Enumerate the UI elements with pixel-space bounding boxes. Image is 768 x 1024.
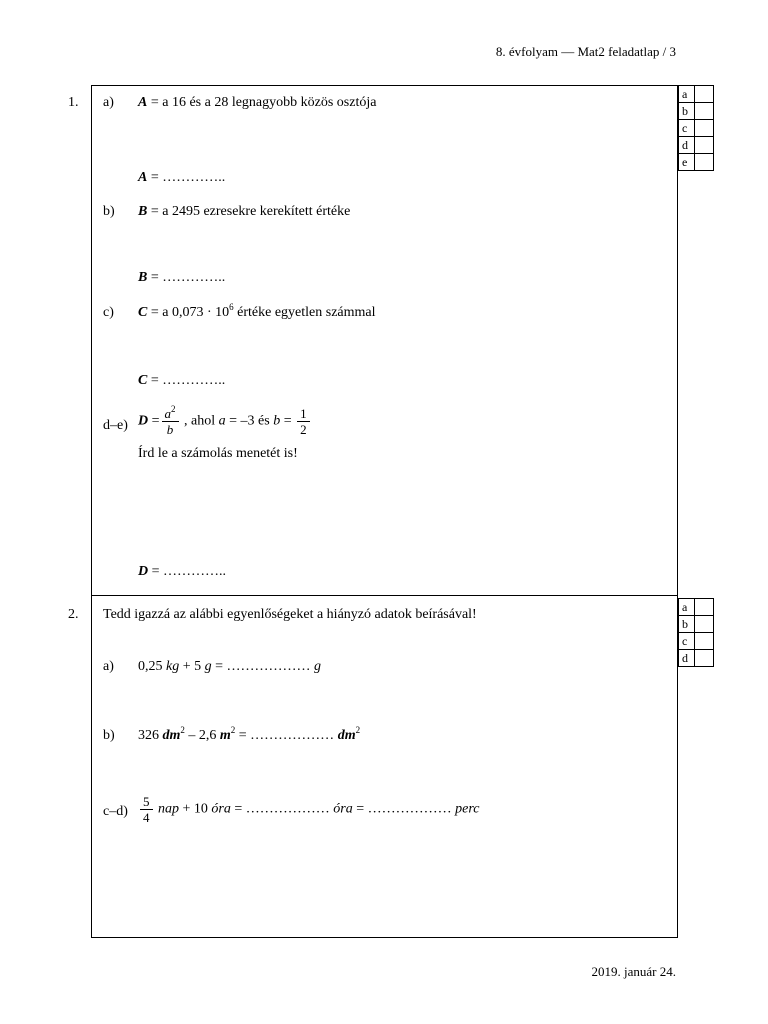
exponent: 2 bbox=[180, 725, 185, 735]
score-cell-d[interactable] bbox=[695, 650, 714, 667]
var-a-answer: A bbox=[138, 170, 148, 185]
var-c: C bbox=[138, 305, 148, 320]
task-2-box bbox=[91, 595, 678, 938]
answer-blank: = ……………… bbox=[230, 801, 334, 817]
var-c-answer: C bbox=[138, 373, 148, 388]
task-1de-answer[interactable] bbox=[138, 564, 226, 580]
score-label-b: b bbox=[679, 616, 695, 633]
answer-blank: = ………….. bbox=[147, 373, 226, 388]
frac-num-exp: 2 bbox=[171, 404, 176, 414]
score-cell-c[interactable] bbox=[695, 633, 714, 650]
page-footer: 2019. január 24. bbox=[591, 964, 676, 979]
task-2b-label: b) bbox=[103, 728, 115, 743]
task-1c-text-pre: = a 0,073 · 10 bbox=[147, 305, 230, 320]
task-2a-equation[interactable] bbox=[138, 659, 321, 675]
score-label-c: c bbox=[679, 633, 695, 650]
task-2-score-grid bbox=[678, 598, 714, 667]
task-1a-answer[interactable] bbox=[138, 170, 225, 186]
frac-den: 4 bbox=[143, 810, 150, 825]
var-a: A bbox=[138, 95, 148, 110]
frac-num: 1 bbox=[297, 406, 310, 422]
task-1a-label: a) bbox=[103, 95, 114, 110]
fraction-a2-over-b bbox=[162, 406, 179, 437]
a-value: = –3 és bbox=[225, 413, 274, 429]
var-b: B bbox=[138, 204, 148, 219]
score-cell-d[interactable] bbox=[695, 137, 714, 154]
frac-den: 2 bbox=[300, 422, 307, 437]
term: + 10 bbox=[179, 801, 212, 817]
task-1de-statement bbox=[138, 406, 312, 437]
task-1-number: 1. bbox=[68, 95, 79, 110]
term: – 2,6 bbox=[184, 728, 220, 743]
score-cell-a[interactable] bbox=[695, 599, 714, 616]
b-equals: = bbox=[280, 413, 296, 429]
unit: dm bbox=[337, 728, 356, 743]
unit: m bbox=[219, 728, 231, 743]
exponent: 2 bbox=[230, 725, 236, 735]
score-label-b: b bbox=[679, 103, 695, 120]
unit: perc bbox=[455, 801, 480, 817]
term: 0,25 bbox=[138, 659, 166, 674]
task-1b-label: b) bbox=[103, 204, 115, 219]
task-1a-text: = a 16 és a 28 legnagyobb közös osztója bbox=[147, 95, 377, 110]
answer-blank: = ………….. bbox=[148, 564, 227, 579]
task-1-score-grid bbox=[678, 85, 714, 171]
score-label-d: d bbox=[679, 650, 695, 667]
task-1a-statement bbox=[138, 95, 376, 111]
task-1b-statement bbox=[138, 204, 350, 220]
task-1c-text-post: értéke egyetlen számmal bbox=[233, 305, 376, 320]
a-var: a bbox=[218, 413, 226, 429]
task-2a-label: a) bbox=[103, 659, 114, 674]
task-1de-label: d–e) bbox=[103, 418, 128, 433]
task-1c-label: c) bbox=[103, 305, 114, 320]
task-2cd-label: c–d) bbox=[103, 804, 128, 819]
exponent: 6 bbox=[229, 302, 234, 312]
var-b-answer: B bbox=[138, 270, 148, 285]
answer-blank: = ……………… bbox=[352, 801, 456, 817]
score-label-a: a bbox=[679, 86, 695, 103]
unit: g bbox=[204, 659, 212, 674]
score-label-e: e bbox=[679, 154, 695, 171]
var-d-answer: D bbox=[138, 564, 149, 579]
answer-blank: = ………….. bbox=[147, 270, 226, 285]
fraction-one-half bbox=[297, 406, 310, 437]
frac-num-var: a bbox=[164, 406, 172, 421]
score-label-d: d bbox=[679, 137, 695, 154]
answer-blank: = ……………… bbox=[235, 728, 338, 743]
unit: óra bbox=[333, 801, 353, 817]
b-var: b bbox=[273, 413, 281, 429]
task-2-intro: Tedd igazzá az alábbi egyenlőségeket a hiányzó adatok beírásával! bbox=[103, 607, 477, 622]
frac-den-var: b bbox=[166, 422, 174, 437]
task-1de-instruction: Írd le a számolás menetét is! bbox=[138, 446, 298, 461]
frac-num: 5 bbox=[140, 794, 153, 810]
task-2b-equation[interactable] bbox=[138, 725, 361, 744]
term: 326 bbox=[138, 728, 163, 743]
exponent: 2 bbox=[355, 725, 361, 735]
term: + 5 bbox=[179, 659, 205, 674]
fraction-five-quarters bbox=[140, 794, 153, 825]
page-header: 8. évfolyam — Mat2 feladatlap / 3 bbox=[495, 44, 676, 59]
task-1c-answer[interactable] bbox=[138, 373, 225, 389]
score-cell-b[interactable] bbox=[695, 103, 714, 120]
score-cell-b[interactable] bbox=[695, 616, 714, 633]
equals: = bbox=[148, 413, 160, 429]
where-text: , ahol bbox=[180, 413, 219, 429]
unit: dm bbox=[162, 728, 181, 743]
unit: kg bbox=[166, 659, 180, 674]
score-label-c: c bbox=[679, 120, 695, 137]
task-1c-statement bbox=[138, 302, 376, 321]
unit: g bbox=[314, 659, 322, 674]
score-cell-e[interactable] bbox=[695, 154, 714, 171]
task-2cd-equation[interactable] bbox=[138, 794, 479, 825]
unit: nap bbox=[158, 801, 179, 817]
task-1b-answer[interactable] bbox=[138, 270, 225, 286]
task-2-number: 2. bbox=[68, 607, 79, 622]
var-d: D bbox=[138, 413, 149, 429]
score-label-a: a bbox=[679, 599, 695, 616]
score-cell-c[interactable] bbox=[695, 120, 714, 137]
unit: óra bbox=[211, 801, 231, 817]
task-1-box bbox=[91, 85, 678, 596]
answer-blank: = ………….. bbox=[147, 170, 226, 185]
answer-blank: = ……………… bbox=[211, 659, 315, 674]
task-1b-text: = a 2495 ezresekre kerekített értéke bbox=[147, 204, 351, 219]
score-cell-a[interactable] bbox=[695, 86, 714, 103]
